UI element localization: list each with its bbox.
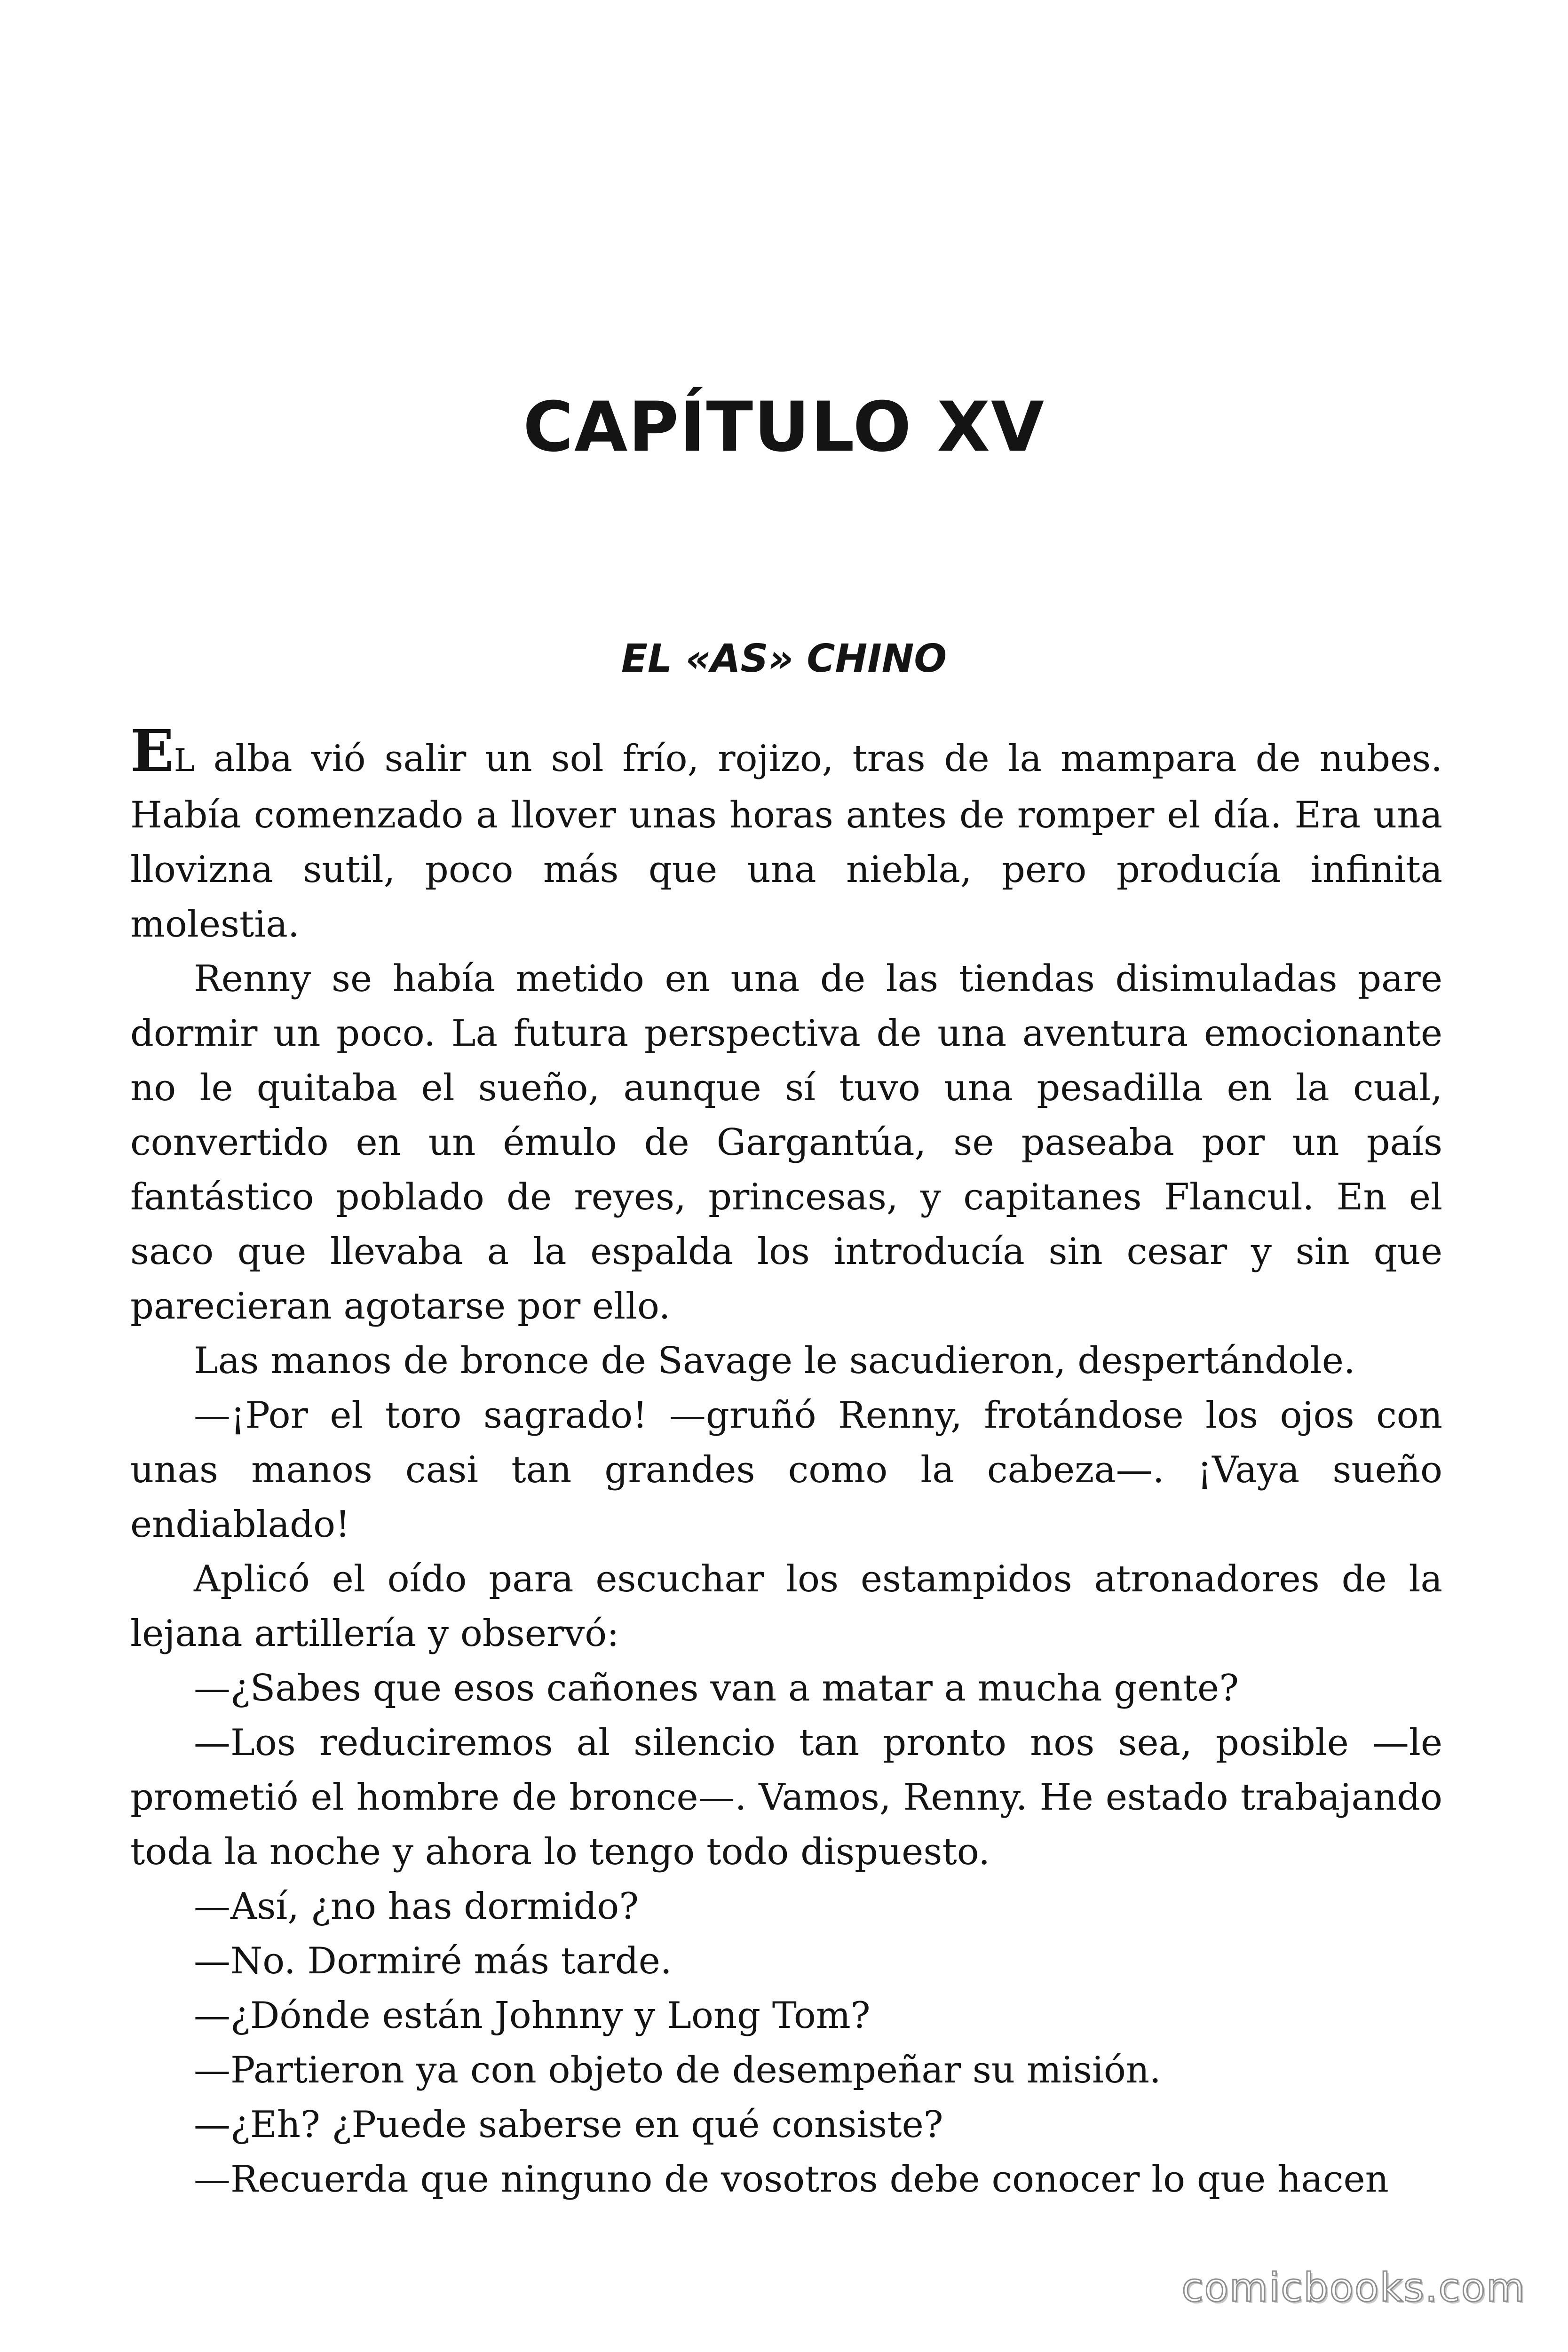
drop-cap: E: [130, 717, 174, 785]
paragraph-3: Las manos de bronce de Savage le sacudieron, despertándole.: [194, 1340, 1355, 1382]
paragraph-2: Renny se había metido en una de las tiendas disimuladas pare dormir un poco. La futura perspectiva de una aventura emocionante no le quitaba el sueño, aunque sí tuvo una pesadilla en la cual, convertido en un émulo de Gargantúa, se paseaba por un país fantástico poblado de reyes, princesas, y capitanes Flancul. En el saco que llevaba a la espalda los introducía sin cesar y sin que parecieran agotarse por ello.: [130, 958, 1442, 1327]
watermark: comicbooks.com: [1181, 2265, 1526, 2311]
paragraph-6: —¿Sabes que esos cañones van a matar a mucha gente?: [194, 1667, 1239, 1709]
chapter-title: CAPÍTULO XV: [523, 387, 1045, 467]
paragraph-1-text: alba vió salir un sol frío, rojizo, tras de la mampara de nubes. Había comenzado a llover unas horas antes de romper el día. Era una llovizna sutil, poco más que una niebla, pero producía infinita molestia.: [130, 738, 1442, 946]
paragraph-4: —¡Por el toro sagrado! —gruñó Renny, frotándose los ojos con unas manos casi tan grandes como la cabeza—. ¡Vaya sueño endiablado!: [130, 1394, 1442, 1546]
paragraph-12: —¿Eh? ¿Puede saberse en qué consiste?: [194, 2104, 943, 2146]
paragraph-13: —Recuerda que ninguno de vosotros debe conocer lo que hacen: [194, 2158, 1389, 2201]
paragraph-10: —¿Dónde están Johnny y Long Tom?: [194, 1994, 871, 2037]
chapter-subtitle: EL «AS» CHINO: [621, 636, 947, 681]
paragraph-5: Aplicó el oído para escuchar los estampidos atronadores de la lejana artillería y observó:: [130, 1558, 1442, 1655]
paragraph-9: —No. Dormiré más tarde.: [194, 1940, 672, 1982]
paragraph-7: —Los reduciremos al silencio tan pronto nos sea, posible —le prometió el hombre de bronce—. Vamos, Renny. He estado trabajando toda la noche y ahora lo tengo todo dispuesto.: [130, 1722, 1442, 1873]
small-cap: L: [174, 742, 195, 779]
chapter-body: [130, 717, 1442, 2207]
paragraph-8: —Así, ¿no has dormido?: [194, 1885, 639, 1928]
paragraph-1: [130, 717, 1442, 952]
paragraph-11: —Partieron ya con objeto de desempeñar su misión.: [194, 2049, 1161, 2091]
